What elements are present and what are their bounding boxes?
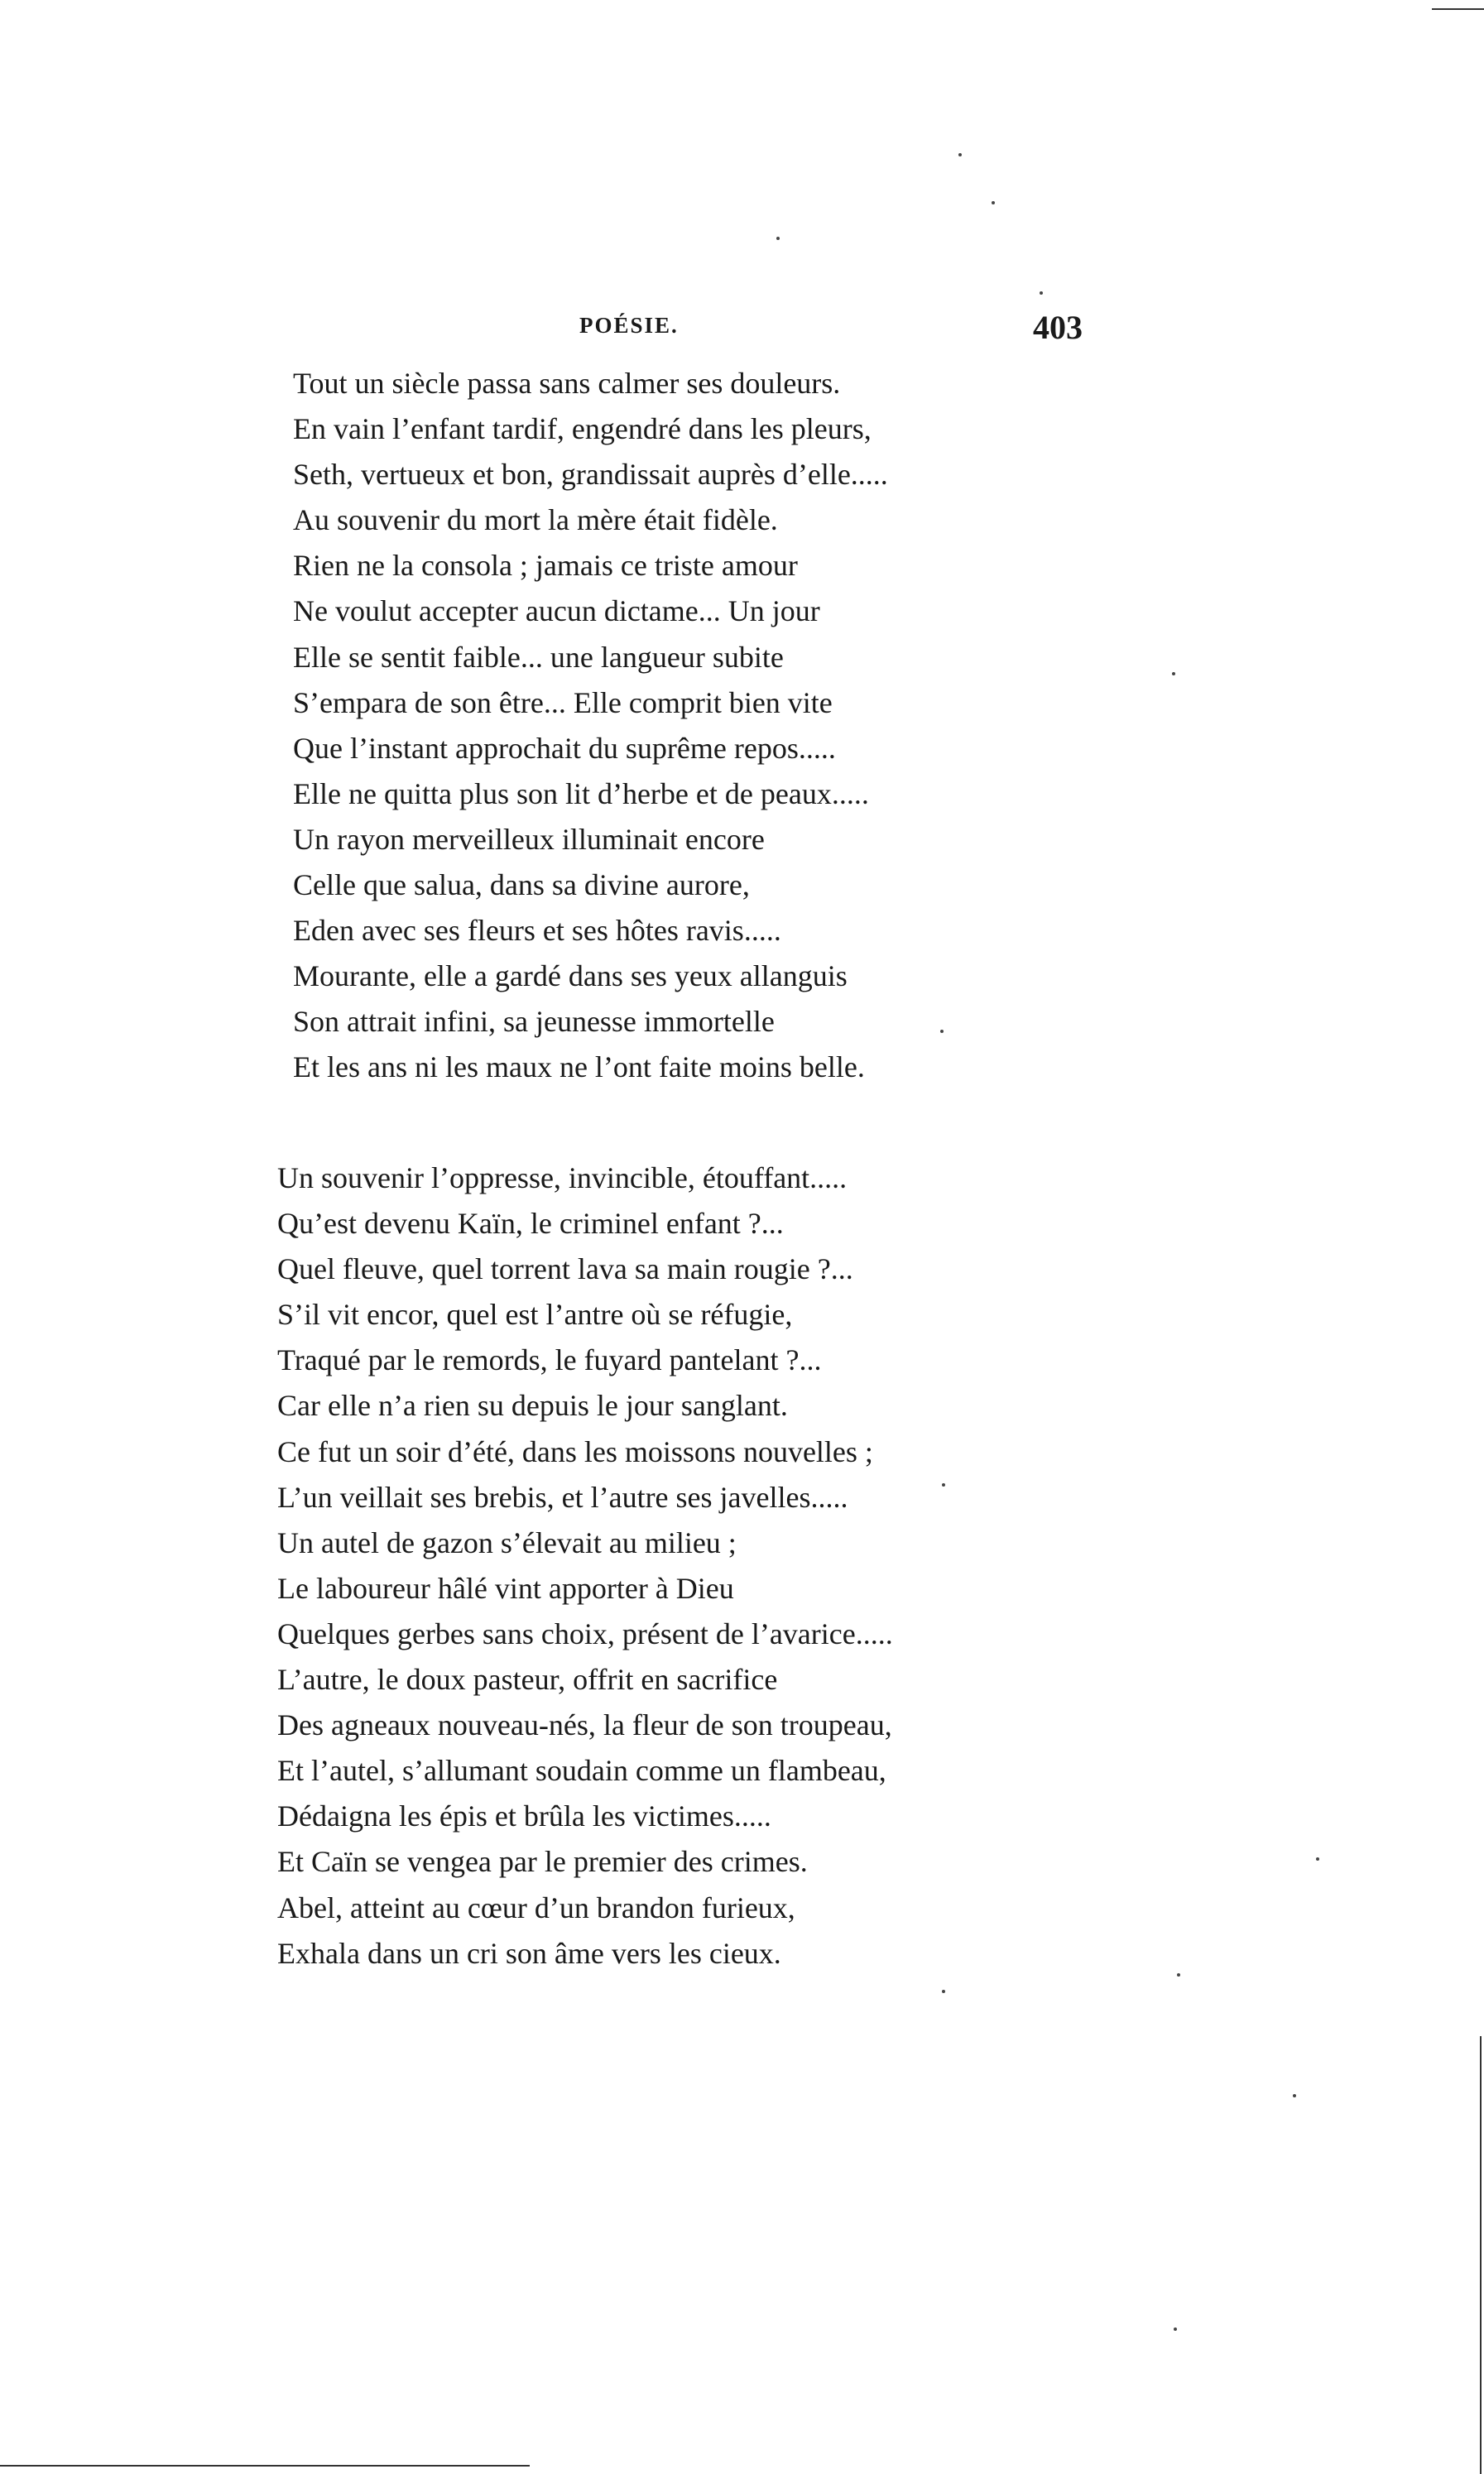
scan-speck — [942, 1990, 945, 1993]
verse-line: Que l’instant approchait du suprême repos..... — [293, 731, 836, 765]
verse-line: Au souvenir du mort la mère était fidèle. — [293, 503, 778, 537]
verse-line: Eden avec ses fleurs et ses hôtes ravis..... — [293, 914, 781, 948]
verse-line: Tout un siècle passa sans calmer ses douleurs. — [293, 367, 841, 400]
verse-line: Un souvenir l’oppresse, invincible, étouffant..... — [277, 1161, 848, 1194]
verse-line: Abel, atteint au cœur d’un brandon furieux, — [277, 1890, 795, 1924]
verse-line: Le laboureur hâlé vint apporter à Dieu — [277, 1571, 734, 1605]
verse-line: L’autre, le doux pasteur, offrit en sacrifice — [277, 1663, 778, 1697]
scan-speck — [1177, 1973, 1180, 1977]
right-edge-rule — [1480, 2036, 1482, 2474]
verse-line: Quel fleuve, quel torrent lava sa main rougie ?... — [277, 1252, 853, 1286]
verse-line: Exhala dans un cri son âme vers les cieux. — [277, 1936, 781, 1970]
scan-speck — [940, 1030, 944, 1033]
verse-line: Ce fut un soir d’été, dans les moissons nouvelles ; — [277, 1434, 873, 1468]
verse-line: Un rayon merveilleux illuminait encore — [293, 822, 765, 856]
verse-line: En vain l’enfant tardif, engendré dans les pleurs, — [293, 412, 872, 446]
verse-line: Ne voulut accepter aucun dictame... Un jour — [293, 594, 820, 628]
scan-speck — [992, 201, 995, 204]
verse-line: Mourante, elle a gardé dans ses yeux allanguis — [293, 959, 848, 993]
scan-speck — [1174, 2327, 1177, 2331]
verse-line: Elle ne quitta plus son lit d’herbe et de peaux..... — [293, 776, 869, 810]
scan-speck — [1172, 672, 1175, 675]
verse-line: Qu’est devenu Kaïn, le criminel enfant ?... — [277, 1207, 784, 1241]
verse-line: Celle que salua, dans sa divine aurore, — [293, 868, 750, 902]
running-title: POÉSIE. — [579, 313, 679, 338]
top-edge-rule — [1432, 8, 1484, 10]
verse-line: Dédaigna les épis et brûla les victimes..... — [277, 1799, 771, 1833]
verse-line: Des agneaux nouveau-nés, la fleur de son troupeau, — [277, 1708, 892, 1742]
verse-line: L’un veillait ses brebis, et l’autre ses javelles..... — [277, 1480, 848, 1514]
scan-speck — [1293, 2094, 1296, 2097]
verse-line: S’empara de son être... Elle comprit bien vite — [293, 685, 833, 719]
scan-speck — [1316, 1857, 1319, 1861]
stanza-1 — [293, 361, 888, 1091]
verse-line: Son attrait infini, sa jeunesse immortelle — [293, 1005, 775, 1039]
page-number: 403 — [1033, 309, 1083, 346]
verse-line: Un autel de gazon s’élevait au milieu ; — [277, 1525, 737, 1559]
verse-line: Et Caïn se vengea par le premier des crimes. — [277, 1845, 808, 1879]
scan-speck — [1040, 291, 1043, 295]
verse-line: Et les ans ni les maux ne l’ont faite moins belle. — [293, 1050, 865, 1084]
verse-line: Traqué par le remords, le fuyard pantelant ?... — [277, 1343, 822, 1377]
verse-line: Car elle n’a rien su depuis le jour sanglant. — [277, 1389, 788, 1423]
verse-line: S’il vit encor, quel est l’antre où se réfugie, — [277, 1298, 793, 1332]
verse-line: Elle se sentit faible... une langueur subite — [293, 640, 784, 674]
scan-speck — [958, 153, 962, 156]
scan-speck — [942, 1483, 945, 1487]
verse-line: Et l’autel, s’allumant soudain comme un flambeau, — [277, 1754, 886, 1788]
verse-line: Seth, vertueux et bon, grandissait auprès d’elle..... — [293, 458, 888, 492]
verse-line: Rien ne la consola ; jamais ce triste amour — [293, 549, 798, 583]
bottom-edge-rule — [0, 2465, 530, 2467]
verse-line: Quelques gerbes sans choix, présent de l’avarice..... — [277, 1617, 893, 1650]
stanza-2 — [277, 1155, 893, 1977]
scan-speck — [776, 237, 780, 240]
